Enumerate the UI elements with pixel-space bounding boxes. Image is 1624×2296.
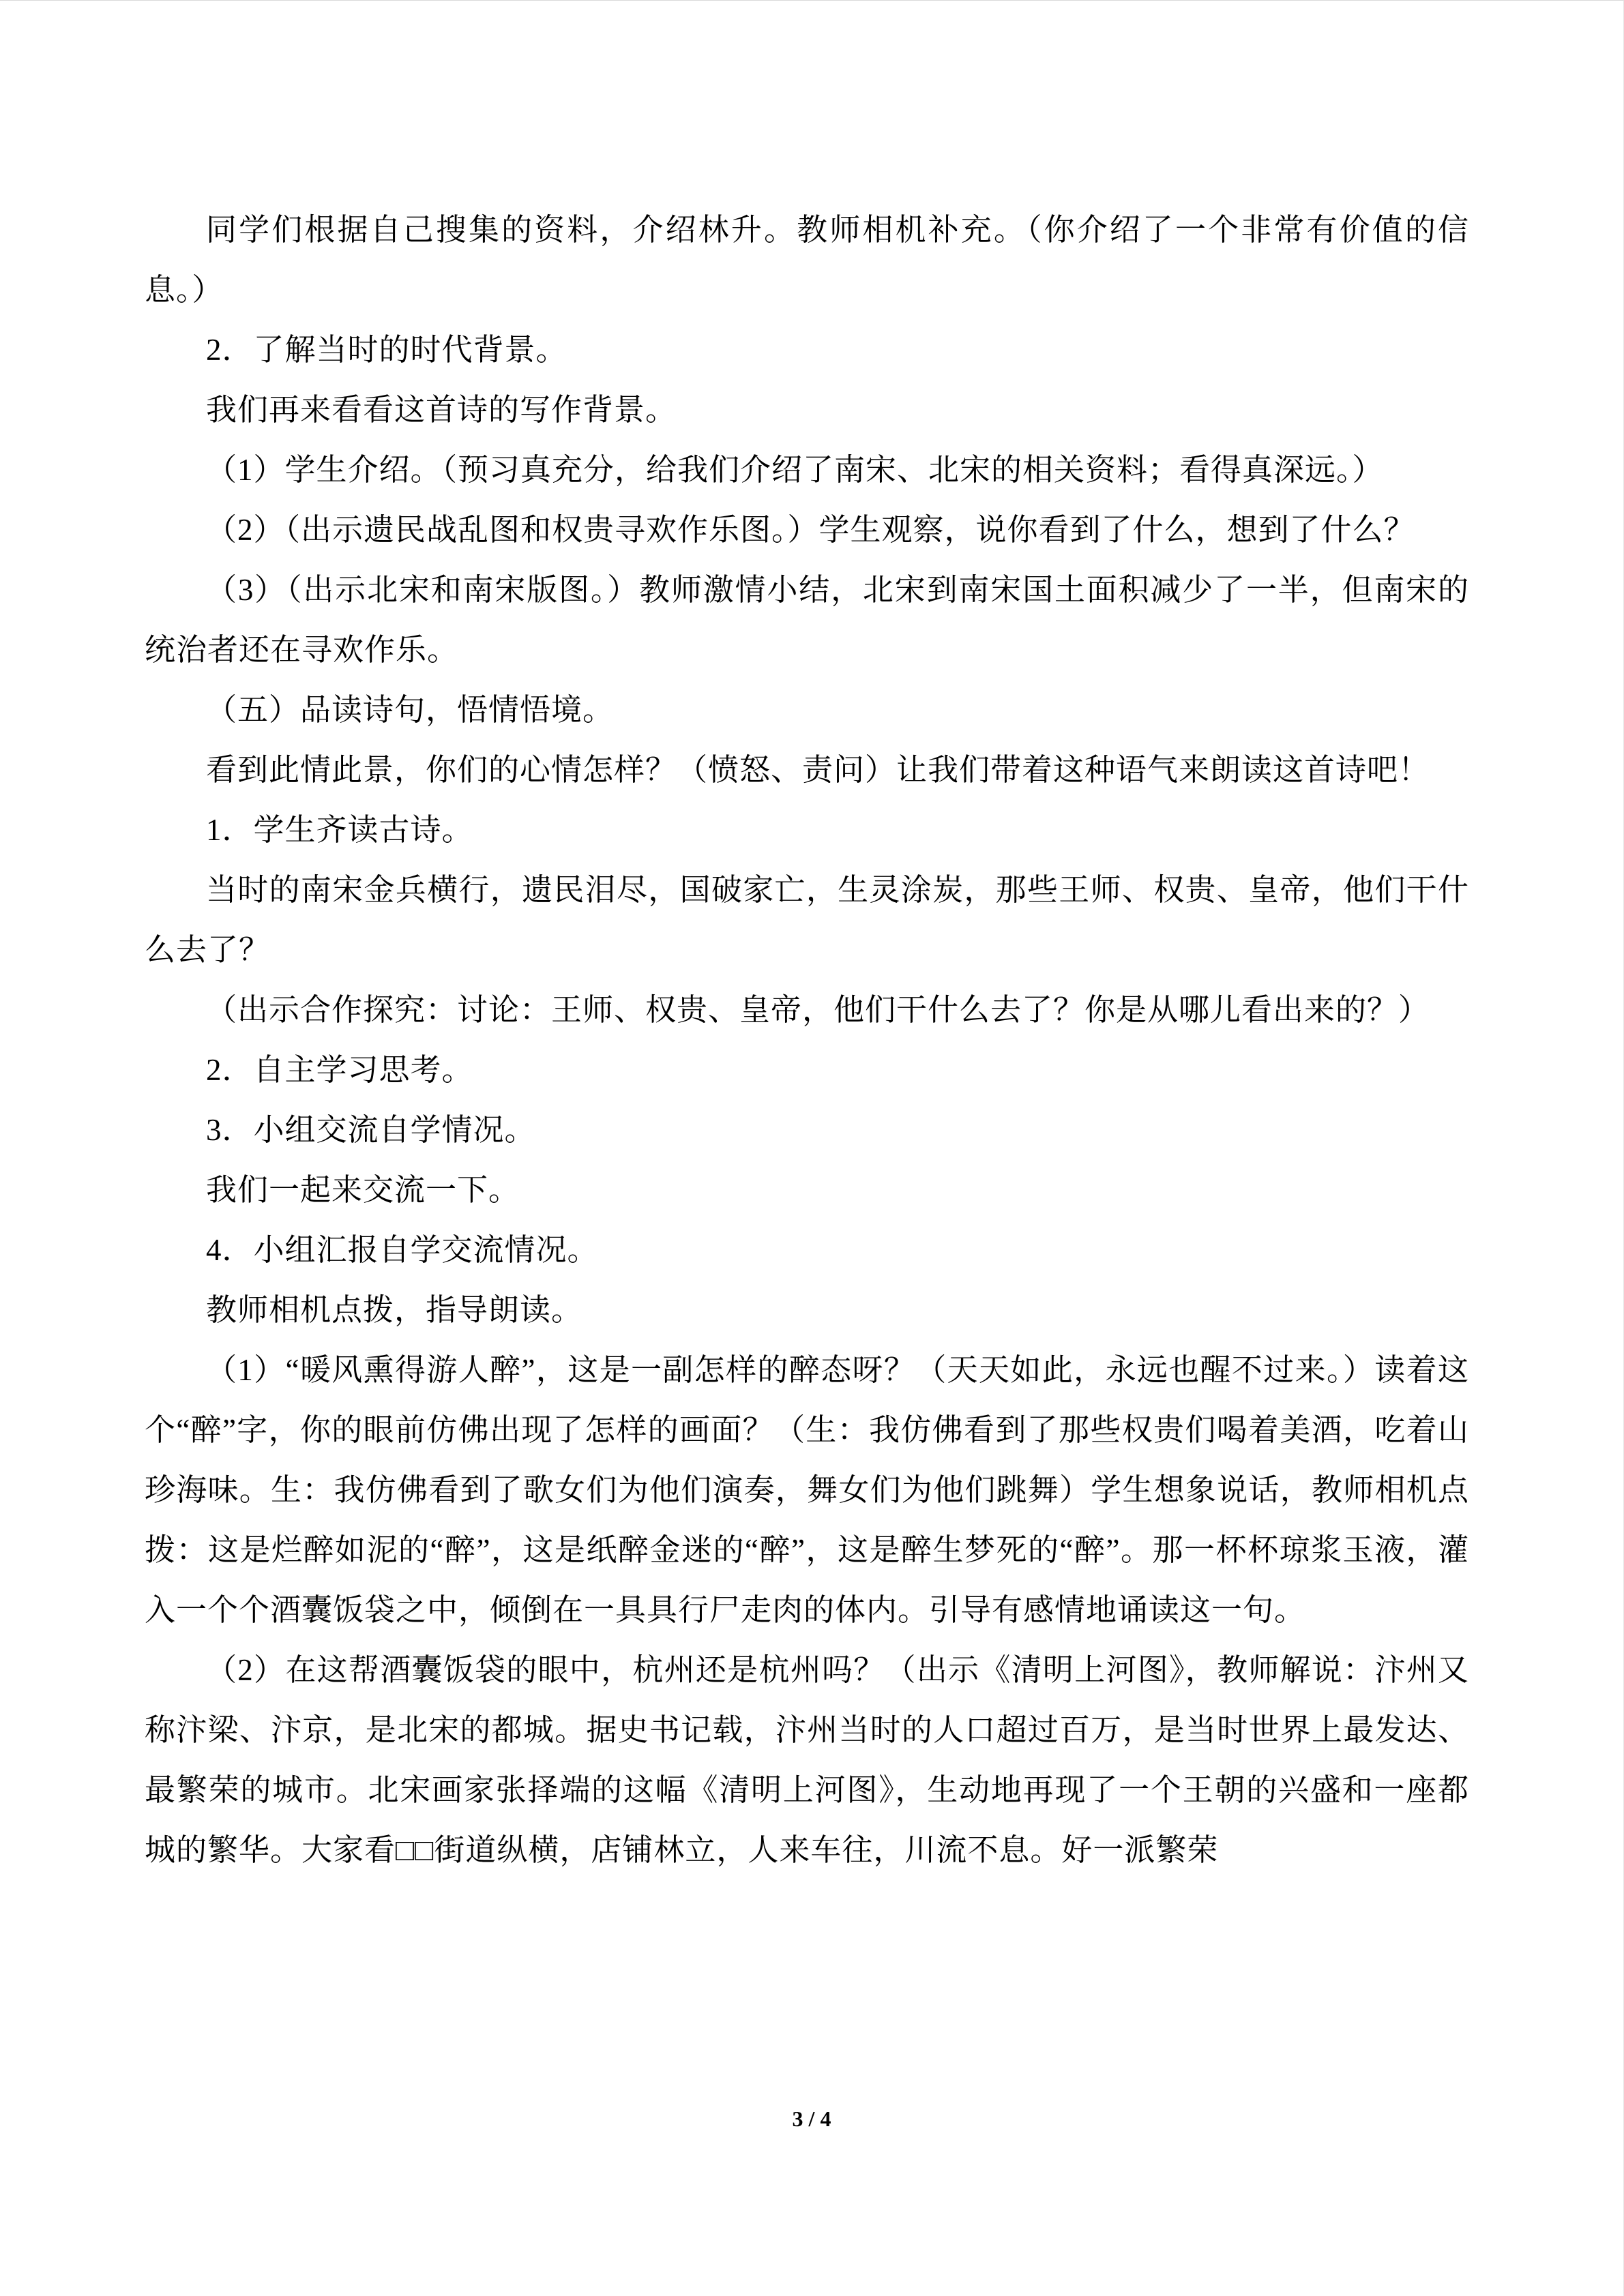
- paragraph: 我们一起来交流一下。: [206, 1173, 520, 1207]
- paragraph: 3．小组交流自学情况。: [206, 1113, 536, 1147]
- paragraph: 1．学生齐读古诗。: [206, 813, 473, 847]
- paragraph: 2．自主学习思考。: [206, 1053, 473, 1087]
- paragraph: 同学们根据自己搜集的资料，介绍林升。教师相机补充。（你介绍了一个非常有价值的信息。）: [145, 213, 1469, 307]
- paragraph: 当时的南宋金兵横行，遗民泪尽，国破家亡，生灵涂炭，那些王师、权贵、皇帝，他们干什么去了？: [145, 873, 1469, 967]
- document-body: [145, 200, 1469, 1880]
- paragraph: 4．小组汇报自学交流情况。: [206, 1233, 599, 1267]
- paragraph: 我们再来看看这首诗的写作背景。: [206, 393, 677, 427]
- paragraph: （2）（出示遗民战乱图和权贵寻欢作乐图。）学生观察，说你看到了什么，想到了什么？: [206, 513, 1415, 547]
- paragraph: 教师相机点拨，指导朗读。: [206, 1293, 583, 1327]
- paragraph: （出示合作探究：讨论：王师、权贵、皇帝，他们干什么去了？你是从哪儿看出来的？）: [206, 993, 1430, 1027]
- paragraph: （五）品读诗句，悟情悟境。: [206, 693, 615, 727]
- paragraph: 看到此情此景，你们的心情怎样？（愤怒、责问）让我们带着这种语气来朗读这首诗吧！: [206, 753, 1430, 787]
- paragraph: （1）学生介绍。（预习真充分，给我们介绍了南宋、北宋的相关资料；看得真深远。）: [206, 453, 1384, 487]
- paragraph: 2．了解当时的时代背景。: [206, 333, 567, 367]
- paragraph: （3）（出示北宋和南宋版图。）教师激情小结，北宋到南宋国土面积减少了一半，但南宋的统治者还在寻欢作乐。: [145, 573, 1469, 667]
- page-number: 3 / 4: [792, 2106, 831, 2131]
- paragraph: （1）“暖风熏得游人醉”，这是一副怎样的醉态呀？（天天如此，永远也醒不过来。）读着这个“醉”字，你的眼前仿佛出现了怎样的画面？（生：我仿佛看到了那些权贵们喝着美酒，吃着山珍海味。生：我仿佛看到了歌女们为他们演奏，舞女们为他们跳舞）学生想象说话，教师相机点拨：这是烂醉如泥的“醉”，这是纸醉金迷的“醉”，这是醉生梦死的“醉”。那一杯杯琼浆玉液，灌入一个个酒囊饭袋之中，倾倒在一具具行尸走肉的体内。引导有感情地诵读这一句。: [145, 1353, 1469, 1627]
- paragraph: （2）在这帮酒囊饭袋的眼中，杭州还是杭州吗？（出示《清明上河图》，教师解说：汴州又称汴梁、汴京，是北宋的都城。据史书记载，汴州当时的人口超过百万，是当时世界上最发达、最繁荣的城市。北宋画家张择端的这幅《清明上河图》，生动地再现了一个王朝的兴盛和一座都城的繁华。大家看□□街道纵横，店铺林立，人来车往，川流不息。好一派繁荣: [145, 1653, 1469, 1867]
